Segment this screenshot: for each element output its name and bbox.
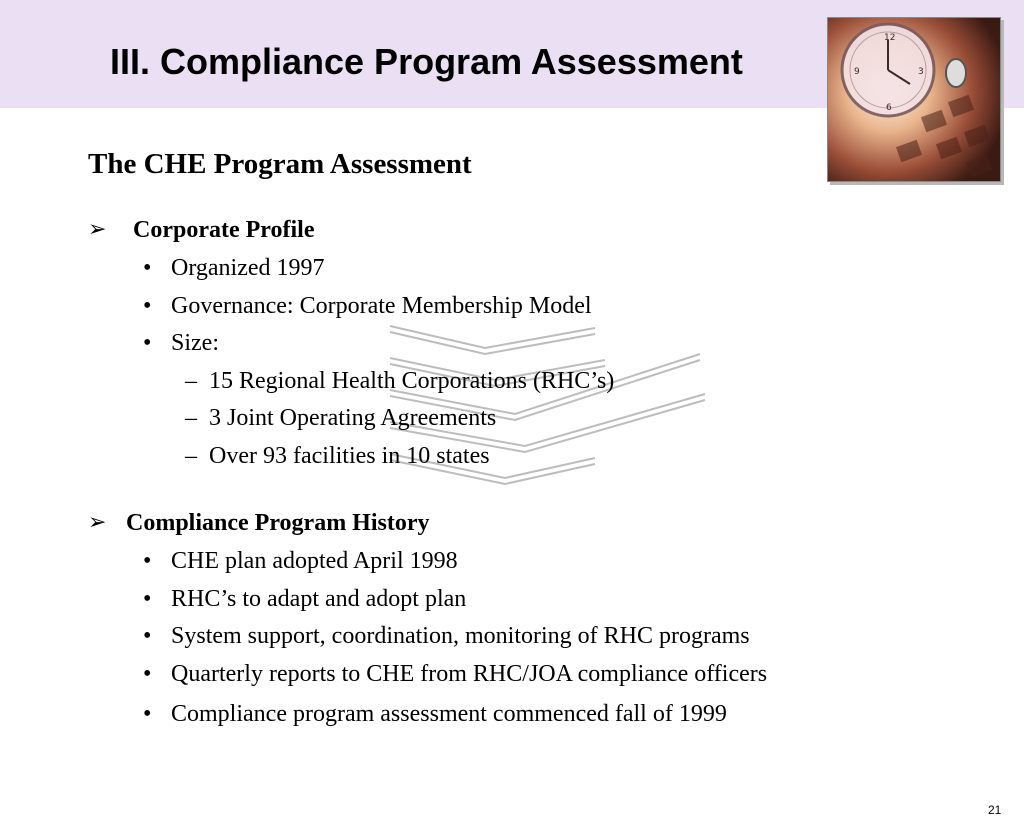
arrow-bullet-icon: ➢ xyxy=(88,510,107,535)
bullet-icon: • xyxy=(143,255,152,281)
dash-bullet-icon: – xyxy=(185,405,197,431)
svg-text:12: 12 xyxy=(884,33,896,43)
page-number: 21 xyxy=(988,803,1002,817)
sub-list-item: Over 93 facilities in 10 states xyxy=(209,443,490,469)
list-item: Size: xyxy=(171,330,219,356)
svg-text:9: 9 xyxy=(854,67,860,77)
bullet-icon: • xyxy=(143,701,152,727)
list-item: Organized 1997 xyxy=(171,255,325,281)
clock-keyboard-photo xyxy=(827,17,1001,182)
list-item: Governance: Corporate Membership Model xyxy=(171,293,592,319)
slide-subtitle: The CHE Program Assessment xyxy=(88,148,472,180)
section-heading-corporate-profile: Corporate Profile xyxy=(133,217,315,243)
dash-bullet-icon: – xyxy=(185,443,197,469)
dash-bullet-icon: – xyxy=(185,368,197,394)
bullet-icon: • xyxy=(143,548,152,574)
svg-text:3: 3 xyxy=(918,67,924,77)
bullet-icon: • xyxy=(143,293,152,319)
list-item: Compliance program assessment commenced fall of 1999 xyxy=(171,701,727,727)
sub-list-item: 15 Regional Health Corporations (RHC’s) xyxy=(209,368,615,394)
list-item: System support, coordination, monitoring of RHC programs xyxy=(171,623,750,649)
bullet-icon: • xyxy=(143,661,152,687)
bullet-icon: • xyxy=(143,330,152,356)
slide-title: III. Compliance Program Assessment xyxy=(110,41,743,82)
bullet-icon: • xyxy=(143,623,152,649)
bullet-icon: • xyxy=(143,586,152,612)
arrow-bullet-icon: ➢ xyxy=(88,217,107,242)
sub-list-item: 3 Joint Operating Agreements xyxy=(209,405,497,431)
svg-text:6: 6 xyxy=(886,103,892,113)
list-item: CHE plan adopted April 1998 xyxy=(171,548,458,574)
section-heading-compliance-history: Compliance Program History xyxy=(126,510,430,536)
list-item: RHC’s to adapt and adopt plan xyxy=(171,586,467,612)
list-item: Quarterly reports to CHE from RHC/JOA compliance officers xyxy=(171,661,768,687)
